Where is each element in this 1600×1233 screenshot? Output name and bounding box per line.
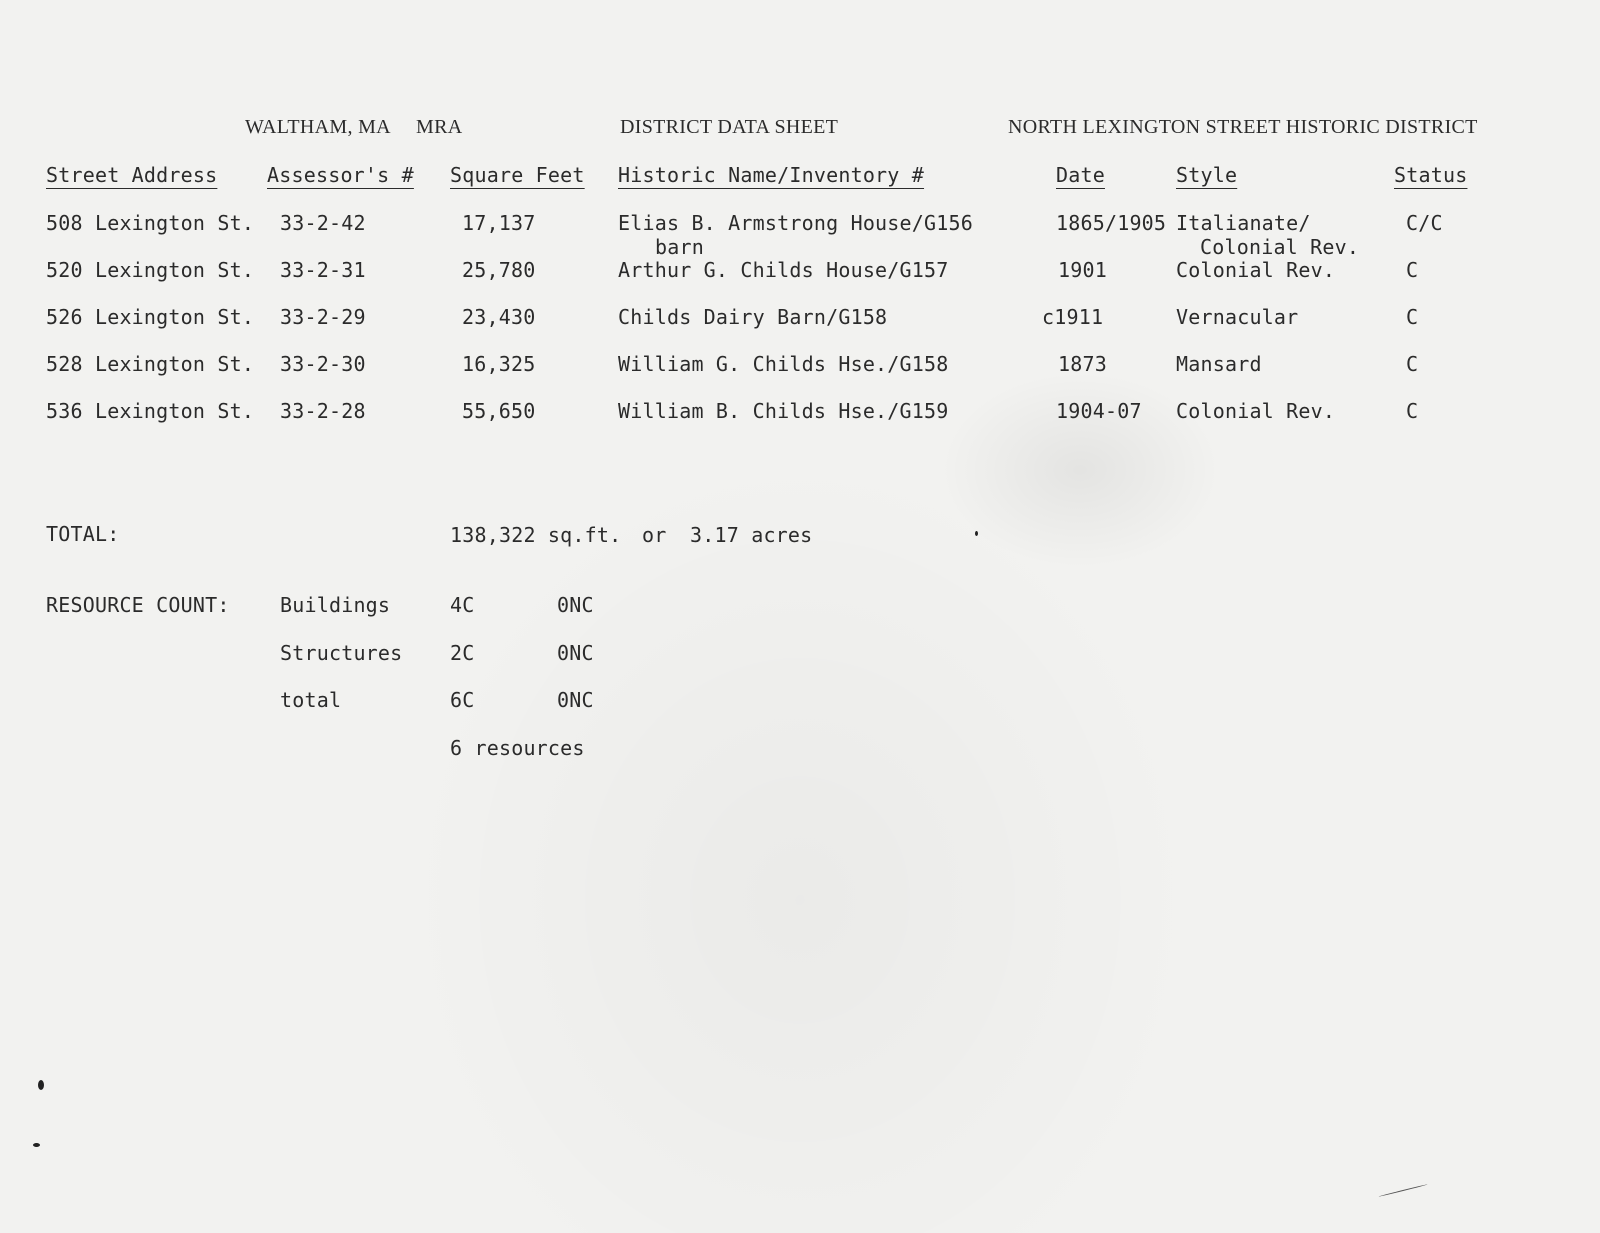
total-acres: 3.17 acres xyxy=(690,523,813,547)
col-street-address: Street Address xyxy=(46,163,218,187)
row-status: C xyxy=(1406,258,1419,282)
resource-noncontributing: 0NC xyxy=(557,593,594,617)
row-style: Vernacular xyxy=(1176,305,1299,329)
row-historic-name: William B. Childs Hse./G159 xyxy=(618,399,949,423)
row-status: C xyxy=(1406,352,1419,376)
row-status: C xyxy=(1406,399,1419,423)
row-style: Mansard xyxy=(1176,352,1262,376)
resource-noncontributing: 0NC xyxy=(557,641,594,665)
row-style: Italianate/ xyxy=(1176,211,1311,235)
row-historic-name: Childs Dairy Barn/G158 xyxy=(618,305,888,329)
row-date: 1901 xyxy=(1058,258,1107,282)
row-address: 528 Lexington St. xyxy=(46,352,255,376)
row-date: 1873 xyxy=(1058,352,1107,376)
row-historic-name: Arthur G. Childs House/G157 xyxy=(618,258,949,282)
total-label: TOTAL: xyxy=(46,522,120,546)
row-sqft: 17,137 xyxy=(462,211,536,235)
col-square-feet: Square Feet xyxy=(450,163,585,187)
resource-type: Buildings xyxy=(280,593,391,617)
row-historic-name-extra: barn xyxy=(655,235,704,259)
resource-noncontributing: 0NC xyxy=(557,688,594,712)
resource-summary: 6 resources xyxy=(450,736,585,760)
header-location: WALTHAM, MA xyxy=(245,116,391,138)
scan-mark xyxy=(1379,1184,1428,1197)
row-status: C xyxy=(1406,305,1419,329)
header-mra: MRA xyxy=(416,116,463,138)
resource-contributing: 2C xyxy=(450,641,475,665)
row-date: c1911 xyxy=(1042,305,1104,329)
col-style: Style xyxy=(1176,163,1238,187)
col-date: Date xyxy=(1056,163,1105,187)
row-assessor: 33-2-28 xyxy=(280,399,366,423)
total-sqft: 138,322 sq.ft. xyxy=(450,523,622,547)
resource-type: total xyxy=(280,688,342,712)
header-district-name: NORTH LEXINGTON STREET HISTORIC DISTRICT xyxy=(1008,116,1478,138)
scan-speck xyxy=(975,531,978,536)
resource-contributing: 4C xyxy=(450,593,475,617)
resource-contributing: 6C xyxy=(450,688,475,712)
scan-speck xyxy=(33,1143,40,1147)
row-style: Colonial Rev. xyxy=(1176,258,1336,282)
scan-speck xyxy=(38,1080,44,1090)
col-status: Status xyxy=(1394,163,1468,187)
row-historic-name: Elias B. Armstrong House/G156 xyxy=(618,211,973,235)
resource-count-label: RESOURCE COUNT: xyxy=(46,593,230,617)
row-style-extra: Colonial Rev. xyxy=(1200,235,1360,259)
row-date: 1865/1905 xyxy=(1056,211,1167,235)
row-address: 508 Lexington St. xyxy=(46,211,255,235)
col-assessor: Assessor's # xyxy=(267,163,414,187)
row-assessor: 33-2-31 xyxy=(280,258,366,282)
row-sqft: 23,430 xyxy=(462,305,536,329)
row-status: C/C xyxy=(1406,211,1443,235)
row-sqft: 25,780 xyxy=(462,258,536,282)
row-date: 1904-07 xyxy=(1056,399,1142,423)
row-historic-name: William G. Childs Hse./G158 xyxy=(618,352,949,376)
row-sqft: 16,325 xyxy=(462,352,536,376)
row-style: Colonial Rev. xyxy=(1176,399,1336,423)
row-assessor: 33-2-30 xyxy=(280,352,366,376)
row-sqft: 55,650 xyxy=(462,399,536,423)
row-assessor: 33-2-29 xyxy=(280,305,366,329)
row-address: 520 Lexington St. xyxy=(46,258,255,282)
row-address: 536 Lexington St. xyxy=(46,399,255,423)
col-historic-name: Historic Name/Inventory # xyxy=(618,163,925,187)
total-or: or xyxy=(642,523,667,547)
header-sheet-title: DISTRICT DATA SHEET xyxy=(620,116,839,138)
row-address: 526 Lexington St. xyxy=(46,305,255,329)
row-assessor: 33-2-42 xyxy=(280,211,366,235)
resource-type: Structures xyxy=(280,641,403,665)
